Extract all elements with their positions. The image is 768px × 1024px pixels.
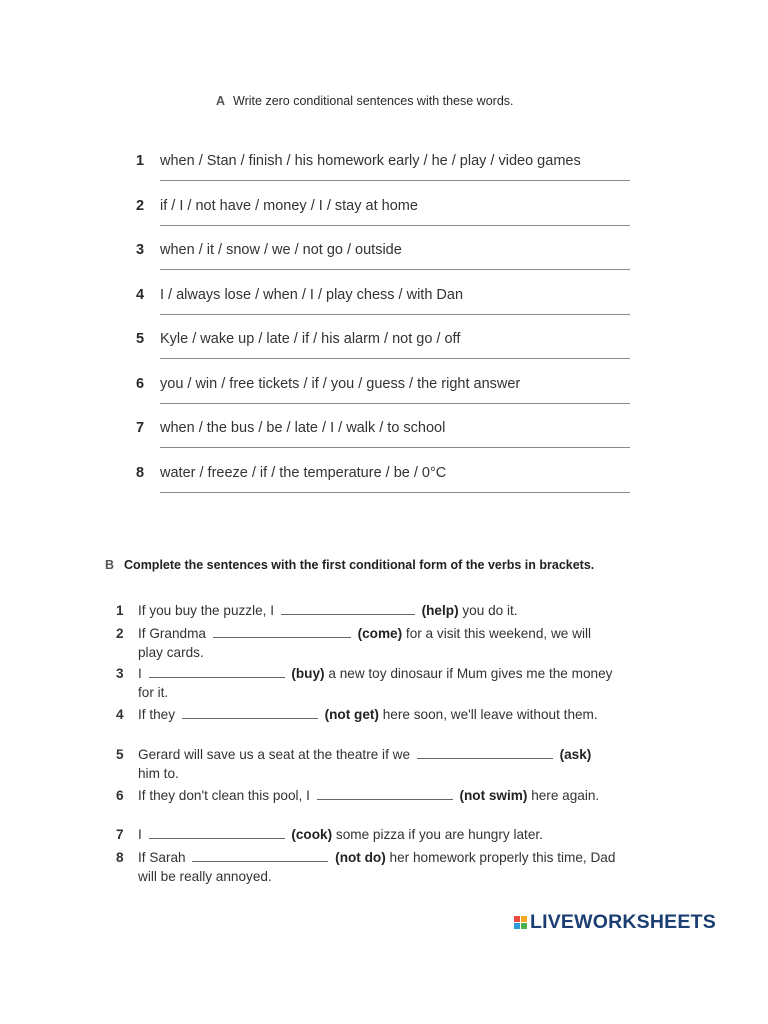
item-prompt: when / it / snow / we / not go / outside <box>160 242 402 258</box>
sentence-end: for a visit this weekend, we will play cards. <box>138 626 592 660</box>
item-prompt: you / win / free tickets / if / you / guess / the right answer <box>160 376 521 392</box>
exercise-a-item-8 <box>136 465 630 505</box>
sentence-start: Gerard will save us a seat at the theatre if we <box>138 747 411 762</box>
verb-hint: (not do) <box>335 850 386 865</box>
item-number: 1 <box>116 603 124 618</box>
item-number: 6 <box>136 376 145 392</box>
item-number: 2 <box>116 626 124 641</box>
sentence-end: here soon, we'll leave without them. <box>382 707 598 722</box>
item-number: 4 <box>136 287 145 303</box>
exercise-a-item-2 <box>136 198 630 238</box>
liveworksheets-logo-icon <box>514 916 527 929</box>
item-prompt: Kyle / wake up / late / if / his alarm / not go / off <box>160 331 461 347</box>
exercise-a-item-4 <box>136 287 630 327</box>
sentence-start: I <box>138 666 142 681</box>
answer-blank[interactable] <box>149 826 285 839</box>
exercise-a-item-1 <box>136 153 630 193</box>
verb-hint: (not swim) <box>459 788 528 803</box>
answer-blank[interactable] <box>149 665 285 678</box>
item-number: 5 <box>116 747 124 762</box>
sentence-start: If you buy the puzzle, I <box>138 603 275 618</box>
sentence-start: If they don't clean this pool, I <box>138 788 310 803</box>
answer-line[interactable] <box>160 314 630 315</box>
item-number: 5 <box>136 331 145 347</box>
verb-hint: (help) <box>421 603 459 618</box>
section-b-title: Complete the sentences with the first conditional form of the verbs in brackets. <box>124 558 595 572</box>
answer-blank[interactable] <box>182 706 318 719</box>
answer-line[interactable] <box>160 403 630 404</box>
item-number: 4 <box>116 707 124 722</box>
item-prompt: if / I / not have / money / I / stay at home <box>160 198 418 214</box>
section-a-heading <box>216 94 514 108</box>
section-b-letter: B <box>105 558 115 572</box>
verb-hint: (come) <box>357 626 403 641</box>
sentence-end: some pizza if you are hungry later. <box>335 827 543 842</box>
answer-blank[interactable] <box>281 602 415 615</box>
verb-hint: (cook) <box>291 827 333 842</box>
item-number: 7 <box>116 827 124 842</box>
sentence-end: here again. <box>531 788 600 803</box>
item-number: 2 <box>136 198 145 214</box>
item-number: 6 <box>116 788 124 803</box>
item-number: 3 <box>136 242 145 258</box>
sentence-end: you do it. <box>462 603 518 618</box>
answer-blank[interactable] <box>417 746 553 759</box>
item-number: 8 <box>116 850 124 865</box>
answer-line[interactable] <box>160 358 630 359</box>
answer-blank[interactable] <box>317 787 453 800</box>
item-number: 7 <box>136 420 145 436</box>
verb-hint: (buy) <box>291 666 325 681</box>
item-prompt: I / always lose / when / I / play chess / with Dan <box>160 287 464 303</box>
sentence-start: If they <box>138 707 176 722</box>
item-number: 8 <box>136 465 145 481</box>
section-a-letter: A <box>216 94 226 108</box>
answer-line[interactable] <box>160 447 630 448</box>
sentence-end: him to. <box>138 766 179 781</box>
verb-hint: (ask) <box>559 747 592 762</box>
item-prompt: water / freeze / if / the temperature / be / 0°C <box>160 465 447 481</box>
answer-line[interactable] <box>160 269 630 270</box>
verb-hint: (not get) <box>324 707 379 722</box>
item-number: 1 <box>136 153 145 169</box>
answer-blank[interactable] <box>213 625 351 638</box>
item-prompt: when / the bus / be / late / I / walk / to school <box>160 420 446 436</box>
item-number: 3 <box>116 666 124 681</box>
exercise-a-item-6 <box>136 376 630 416</box>
sentence-start: If Sarah <box>138 850 186 865</box>
answer-blank[interactable] <box>192 849 328 862</box>
answer-line[interactable] <box>160 492 630 493</box>
logo-text: LIVEWORKSHEETS <box>530 910 716 933</box>
answer-line[interactable] <box>160 225 630 226</box>
sentence-start: If Grandma <box>138 626 206 641</box>
section-b-heading <box>105 558 594 572</box>
item-prompt: when / Stan / finish / his homework early / he / play / video games <box>160 153 581 169</box>
answer-line[interactable] <box>160 180 630 181</box>
exercise-a-item-7 <box>136 420 630 460</box>
sentence-end: a new toy dinosaur if Mum gives me the money for it. <box>138 666 613 700</box>
sentence-start: I <box>138 827 142 842</box>
exercise-a-item-5 <box>136 331 630 371</box>
sentence-end: her homework properly this time, Dad will be really annoyed. <box>138 850 616 884</box>
section-a-title: Write zero conditional sentences with these words. <box>233 94 514 108</box>
exercise-a-item-3 <box>136 242 630 282</box>
liveworksheets-logo <box>514 910 716 934</box>
